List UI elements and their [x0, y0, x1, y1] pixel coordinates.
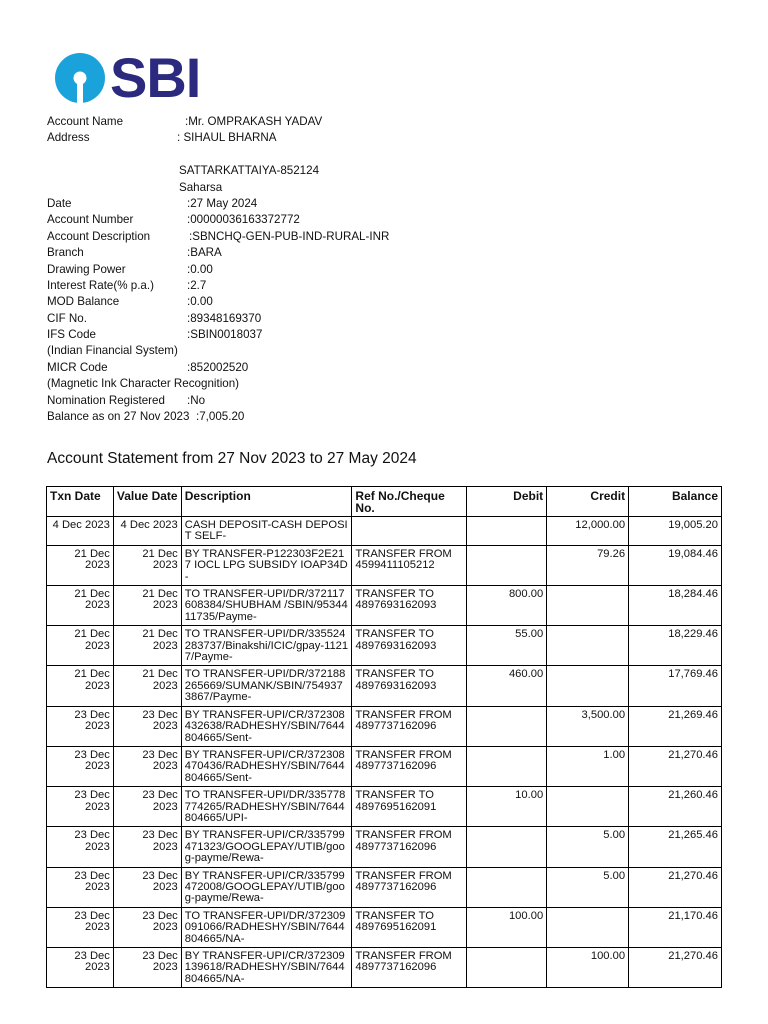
- debit-cell: 100.00: [467, 907, 547, 947]
- account-field-value: :Mr. OMPRAKASH YADAV: [185, 115, 323, 128]
- account-field-value: :7,005.20: [196, 410, 245, 424]
- account-field-value: :852002520: [187, 360, 249, 374]
- credit-cell: 5.00: [547, 867, 629, 907]
- description-cell: CASH DEPOSIT-CASH DEPOSIT SELF-: [181, 517, 352, 546]
- value-date-cell: 23 Dec 2023: [113, 746, 181, 786]
- table-row: [47, 545, 722, 585]
- txn-date-cell: 4 Dec 2023: [47, 517, 114, 546]
- balance-cell: 19,005.20: [629, 517, 722, 546]
- ref-no-cell: TRANSFER FROM 4897737162096: [352, 706, 467, 746]
- header-value-date: Value Date: [113, 487, 181, 517]
- value-date-cell: 23 Dec 2023: [113, 827, 181, 867]
- account-field-value: :SBIN0018037: [187, 328, 263, 342]
- balance-cell: 21,170.46: [629, 907, 722, 947]
- value-date-cell: 21 Dec 2023: [113, 666, 181, 706]
- account-field-value: SATTARKATTAIYA-852124: [179, 164, 320, 178]
- table-row: [47, 626, 722, 666]
- txn-date-cell: 21 Dec 2023: [47, 586, 114, 626]
- ref-no-cell: TRANSFER TO 4897693162093: [352, 626, 467, 666]
- table-row: [47, 666, 722, 706]
- description-cell: TO TRANSFER-UPI/DR/335524283737/Binakshi/ICIC/gpay-11217/Payme-: [181, 626, 352, 666]
- account-field-value: :27 May 2024: [187, 196, 258, 210]
- account-field-label: Interest Rate(% p.a.): [47, 278, 154, 292]
- account-field-label: MOD Balance: [47, 295, 120, 309]
- header-txn-date: Txn Date: [47, 487, 114, 517]
- txn-date-cell: 23 Dec 2023: [47, 827, 114, 867]
- debit-cell: 460.00: [467, 666, 547, 706]
- account-field-label: Account Name: [47, 115, 124, 128]
- account-field-label: Balance as on 27 Nov 2023: [47, 410, 190, 424]
- account-field-label: Date: [47, 196, 72, 210]
- ref-no-cell: TRANSFER FROM 4599411105212: [352, 545, 467, 585]
- account-field-label: Address: [47, 131, 90, 145]
- description-cell: BY TRANSFER-UPI/CR/335799471323/GOOGLEPAY/UTIB/goog-payme/Rewa-: [181, 827, 352, 867]
- description-cell: BY TRANSFER-UPI/CR/372308432638/RADHESHY/SBIN/7644804665/Sent-: [181, 706, 352, 746]
- credit-cell: [547, 586, 629, 626]
- account-field-value: :0.00: [187, 295, 213, 309]
- account-field-label: Account Number: [47, 213, 134, 227]
- header-description: Description: [181, 487, 352, 517]
- description-cell: BY TRANSFER-UPI/CR/335799472008/GOOGLEPAY/UTIB/goog-payme/Rewa-: [181, 867, 352, 907]
- txn-date-cell: 21 Dec 2023: [47, 545, 114, 585]
- account-field-label: Account Description: [47, 229, 151, 243]
- table-row: [47, 746, 722, 786]
- debit-cell: [467, 827, 547, 867]
- balance-cell: 21,260.46: [629, 787, 722, 827]
- ref-no-cell: TRANSFER TO 4897693162093: [352, 666, 467, 706]
- credit-cell: [547, 626, 629, 666]
- table-row: [47, 706, 722, 746]
- ref-no-cell: TRANSFER TO 4897695162091: [352, 907, 467, 947]
- value-date-cell: 23 Dec 2023: [113, 706, 181, 746]
- account-field-value: Saharsa: [179, 180, 223, 194]
- description-cell: TO TRANSFER-UPI/DR/372309091066/RADHESHY/SBIN/7644804665/NA-: [181, 907, 352, 947]
- header-credit: Credit: [547, 487, 629, 517]
- debit-cell: [467, 706, 547, 746]
- credit-cell: 12,000.00: [547, 517, 629, 546]
- balance-cell: 21,270.46: [629, 746, 722, 786]
- table-row: [47, 867, 722, 907]
- debit-cell: 800.00: [467, 586, 547, 626]
- value-date-cell: 23 Dec 2023: [113, 867, 181, 907]
- transactions-table: [46, 486, 722, 988]
- account-field-value: :No: [187, 393, 206, 407]
- table-header-row: [47, 487, 722, 517]
- credit-cell: 79.26: [547, 545, 629, 585]
- sbi-keyhole-icon: [54, 52, 106, 104]
- balance-cell: 21,269.46: [629, 706, 722, 746]
- account-field-label: (Indian Financial System): [47, 344, 178, 358]
- account-field-label: MICR Code: [47, 360, 108, 374]
- table-row: [47, 517, 722, 546]
- debit-cell: 55.00: [467, 626, 547, 666]
- description-cell: TO TRANSFER-UPI/DR/372188265669/SUMANK/SBIN/7549373867/Payme-: [181, 666, 352, 706]
- txn-date-cell: 23 Dec 2023: [47, 867, 114, 907]
- balance-cell: 19,084.46: [629, 545, 722, 585]
- debit-cell: [467, 867, 547, 907]
- account-field-label: IFS Code: [47, 328, 96, 342]
- txn-date-cell: 21 Dec 2023: [47, 666, 114, 706]
- credit-cell: 1.00: [547, 746, 629, 786]
- description-cell: BY TRANSFER-P122303F2E217 IOCL LPG SUBSIDY IOAP34D-: [181, 545, 352, 585]
- credit-cell: [547, 787, 629, 827]
- statement-title: Account Statement from 27 Nov 2023 to 27 May 2024: [47, 450, 417, 467]
- value-date-cell: 23 Dec 2023: [113, 948, 181, 988]
- txn-date-cell: 23 Dec 2023: [47, 948, 114, 988]
- account-field-value: :89348169370: [187, 311, 262, 325]
- ref-no-cell: [352, 517, 467, 546]
- ref-no-cell: TRANSFER TO 4897693162093: [352, 586, 467, 626]
- value-date-cell: 4 Dec 2023: [113, 517, 181, 546]
- account-field-value: :2.7: [187, 278, 207, 292]
- balance-cell: 18,284.46: [629, 586, 722, 626]
- header-ref-no: Ref No./Cheque No.: [352, 487, 467, 517]
- balance-cell: 17,769.46: [629, 666, 722, 706]
- header-debit: Debit: [467, 487, 547, 517]
- account-field-label: Drawing Power: [47, 262, 126, 276]
- account-field-value: : SIHAUL BHARNA: [177, 131, 277, 145]
- header-balance: Balance: [629, 487, 722, 517]
- description-cell: TO TRANSFER-UPI/DR/372117608384/SHUBHAM /SBIN/9534411735/Payme-: [181, 586, 352, 626]
- ref-no-cell: TRANSFER TO 4897695162091: [352, 787, 467, 827]
- table-row: [47, 586, 722, 626]
- txn-date-cell: 21 Dec 2023: [47, 626, 114, 666]
- balance-cell: 21,265.46: [629, 827, 722, 867]
- balance-cell: 18,229.46: [629, 626, 722, 666]
- credit-cell: [547, 907, 629, 947]
- account-field-value: :SBNCHQ-GEN-PUB-IND-RURAL-INR: [189, 229, 390, 243]
- ref-no-cell: TRANSFER FROM 4897737162096: [352, 827, 467, 867]
- account-field-label: Branch: [47, 246, 84, 260]
- txn-date-cell: 23 Dec 2023: [47, 746, 114, 786]
- account-field-label: (Magnetic Ink Character Recognition): [47, 377, 240, 391]
- value-date-cell: 23 Dec 2023: [113, 787, 181, 827]
- account-field-value: :0.00: [187, 262, 213, 276]
- credit-cell: [547, 666, 629, 706]
- value-date-cell: 23 Dec 2023: [113, 907, 181, 947]
- account-field-label: CIF No.: [47, 311, 87, 325]
- debit-cell: [467, 948, 547, 988]
- balance-cell: 21,270.46: [629, 867, 722, 907]
- debit-cell: [467, 517, 547, 546]
- table-row: [47, 907, 722, 947]
- ref-no-cell: TRANSFER FROM 4897737162096: [352, 867, 467, 907]
- description-cell: TO TRANSFER-UPI/DR/335778774265/RADHESHY/SBIN/7644804665/UPI-: [181, 787, 352, 827]
- debit-cell: [467, 746, 547, 786]
- txn-date-cell: 23 Dec 2023: [47, 907, 114, 947]
- table-row: [47, 948, 722, 988]
- sbi-logo-text: SBI: [110, 46, 201, 109]
- value-date-cell: 21 Dec 2023: [113, 626, 181, 666]
- balance-cell: 21,270.46: [629, 948, 722, 988]
- txn-date-cell: 23 Dec 2023: [47, 706, 114, 746]
- value-date-cell: 21 Dec 2023: [113, 586, 181, 626]
- description-cell: BY TRANSFER-UPI/CR/372308470436/RADHESHY/SBIN/7644804665/Sent-: [181, 746, 352, 786]
- ref-no-cell: TRANSFER FROM 4897737162096: [352, 948, 467, 988]
- credit-cell: 3,500.00: [547, 706, 629, 746]
- account-field-value: :BARA: [187, 246, 222, 260]
- ref-no-cell: TRANSFER FROM 4897737162096: [352, 746, 467, 786]
- value-date-cell: 21 Dec 2023: [113, 545, 181, 585]
- txn-date-cell: 23 Dec 2023: [47, 787, 114, 827]
- account-field-label: Nomination Registered: [47, 393, 165, 407]
- table-row: [47, 787, 722, 827]
- debit-cell: 10.00: [467, 787, 547, 827]
- description-cell: BY TRANSFER-UPI/CR/372309139618/RADHESHY/SBIN/7644804665/NA-: [181, 948, 352, 988]
- table-row: [47, 827, 722, 867]
- credit-cell: 100.00: [547, 948, 629, 988]
- debit-cell: [467, 545, 547, 585]
- account-field-value: :00000036163372772: [187, 213, 300, 227]
- credit-cell: 5.00: [547, 827, 629, 867]
